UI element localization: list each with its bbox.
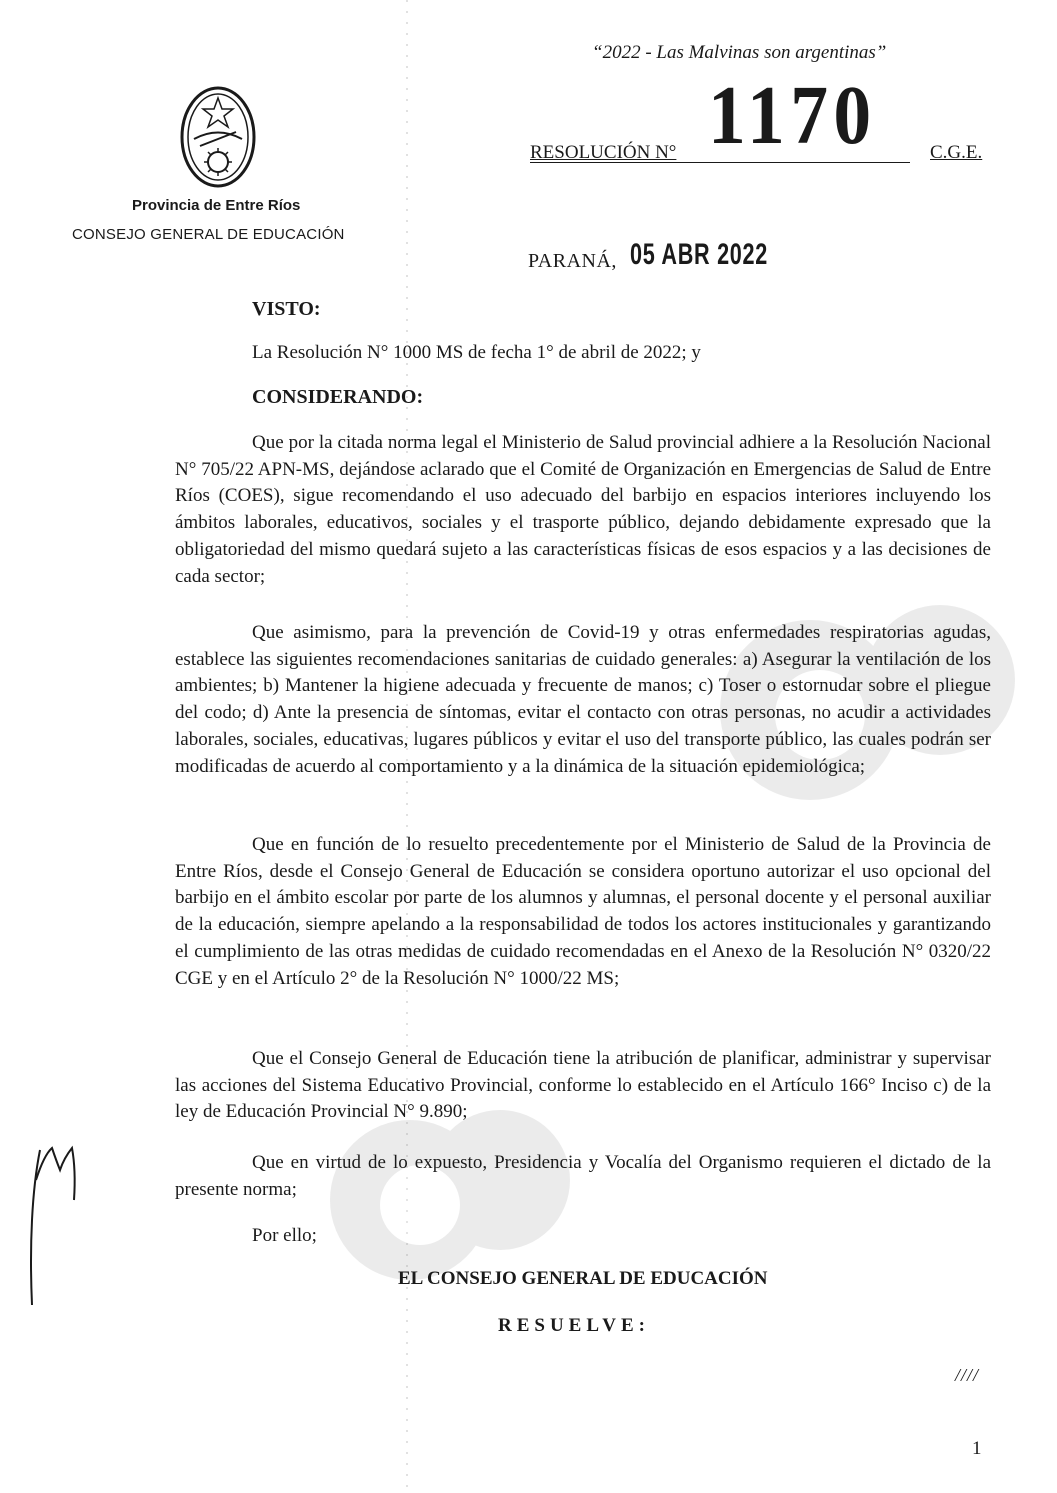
province-coat-of-arms-icon [178,84,258,190]
council-name: CONSEJO GENERAL DE EDUCACIÓN [72,226,345,243]
considerando-paragraph: Que por la citada norma legal el Ministerio de Salud provincial adhiere a la Resolución Nacional N° 705/22 APN-MS, dejándose aclarado que el Comité de Organización en Emergencias de Salud de Entre Ríos (COES), sigue recomendando el uso adecuado del barbijo en espacios interiores incluyendo los ámbitos laborales, educativos, sociales y el trasporte público, dejando debidamente expresado que la obligatoriedad del mismo quedará sujeto a las características físicas de esos espacios y a las decisiones de cada sector; [175,432,991,587]
page-number: 1 [972,1438,982,1459]
por-ello: Por ello; [252,1225,317,1246]
issuer-heading: EL CONSEJO GENERAL DE EDUCACIÓN [398,1268,768,1289]
resolution-number: 1170 [708,69,877,162]
resolution-underline [530,162,910,163]
resolution-suffix: C.G.E. [930,142,983,163]
city-label: PARANÁ, [528,250,617,272]
visto-text: La Resolución N° 1000 MS de fecha 1° de abril de 2022; y [252,342,701,363]
visto-heading: VISTO: [252,298,321,320]
year-motto: “2022 - Las Malvinas son argentinas” [592,42,887,63]
resuelve-heading: RESUELVE: [498,1315,651,1336]
date-stamp: 05 ABR 2022 [630,238,769,271]
considerando-paragraph: Que asimismo, para la prevención de Covid-19 y otras enfermedades respiratorias agudas, establece las siguientes recomendaciones sanitarias de cuidado generales: a) Asegurar la ventilación de los ambientes; b) Mantener la higiene adecuada y frecuente de manos; c) Toser o estornudar sobre el pliegue del codo; d) Ante la presencia de síntomas, evitar el contacto con otras personas, no acudir a actividades laborales, sociales, educativas, lugares públicos y evitar el uso del transporte público, las cuales podrán ser modificadas de acuerdo al comportamiento y a la dinámica de la situación epidemiológica; [175,622,991,777]
considerando-heading: CONSIDERANDO: [252,386,424,408]
handwritten-signature-icon [14,1140,84,1310]
resolution-label: RESOLUCIÓN N° [530,142,677,163]
considerando-paragraph: Que en función de lo resuelto precedentemente por el Ministerio de Salud de la Provincia de Entre Ríos, desde el Consejo General de Educación se considera oportuno autorizar el uso opcional del barbijo en el ámbito escolar por parte de los alumnos y alumnas, el personal docente y el personal auxiliar de la educación, siempre apelando a la responsabilidad de todos los actores institucionales y garantizando el cumplimiento de las otras medidas de cuidado recomendadas en el Anexo de la Resolución N° 0320/22 CGE y en el Artículo 2° de la Resolución N° 1000/22 MS; [175,834,991,989]
considerando-paragraph: Que en virtud de lo expuesto, Presidencia y Vocalía del Organismo requieren el dictado de la presente norma; [175,1152,991,1200]
continuation-mark: //// [955,1365,980,1385]
considerando-paragraph: Que el Consejo General de Educación tiene la atribución de planificar, administrar y supervisar las acciones del Sistema Educativo Provincial, conforme lo establecido en el Artículo 166° Inciso c) de la ley de Educación Provincial N° 9.890; [175,1048,991,1123]
province-name: Provincia de Entre Ríos [132,197,301,214]
